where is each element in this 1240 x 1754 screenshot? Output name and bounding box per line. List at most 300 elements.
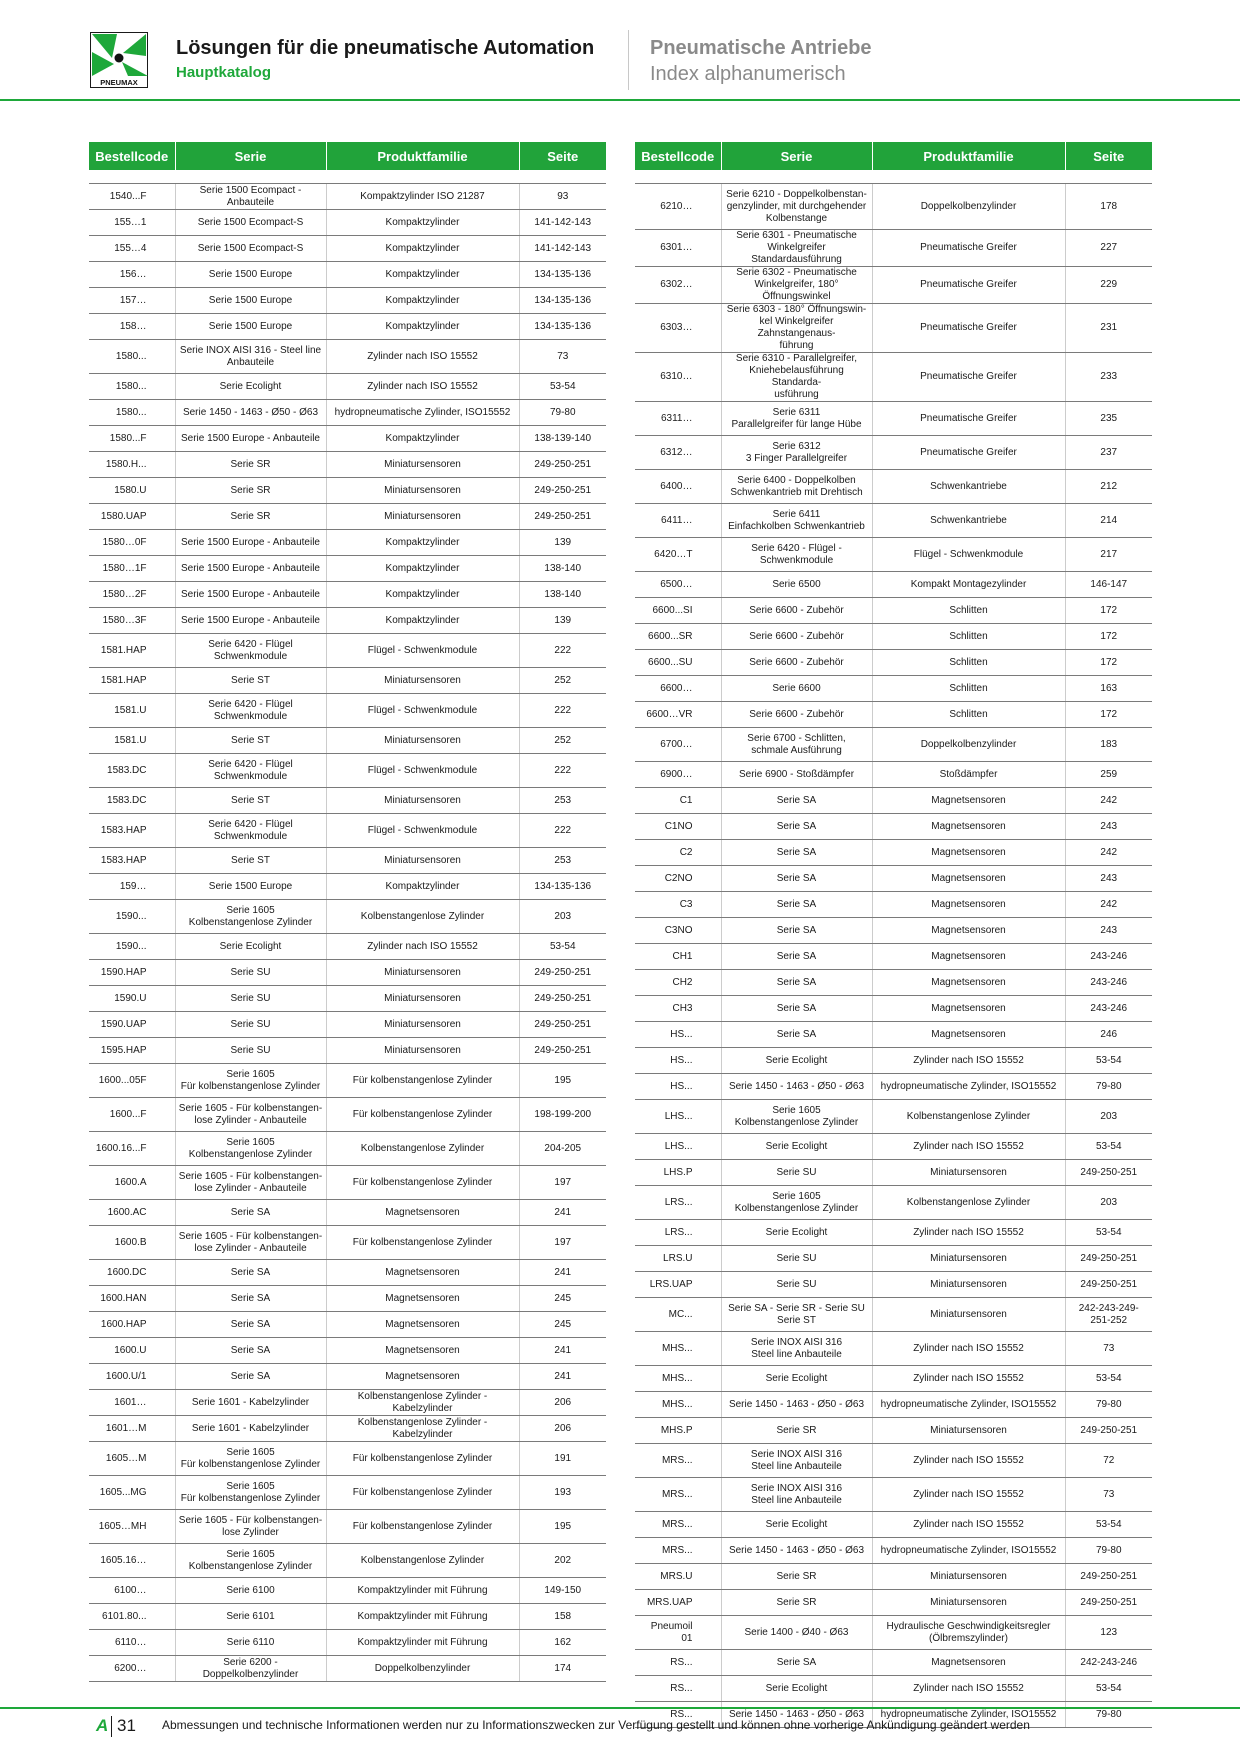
bestellcode-cell: Pneumoil 01 [635, 1616, 721, 1650]
produktfamilie-cell: Kompakt Montagezylinder [872, 572, 1065, 598]
bestellcode-cell: MRS... [635, 1538, 721, 1564]
produktfamilie-cell: Pneumatische Greifer [872, 353, 1065, 402]
spacer-cell [175, 170, 326, 184]
serie-cell: Serie 1500 Europe - Anbauteile [175, 608, 326, 634]
serie-cell: Serie 1500 Europe - Anbauteile [175, 556, 326, 582]
produktfamilie-cell: Magnetsensoren [326, 1312, 519, 1338]
table-row [635, 598, 1152, 624]
bestellcode-cell: 1605...MG [89, 1476, 175, 1510]
table-row [89, 1656, 606, 1682]
produktfamilie-cell: Miniatursensoren [326, 728, 519, 754]
produktfamilie-cell: Schlitten [872, 702, 1065, 728]
produktfamilie-cell: Miniatursensoren [872, 1590, 1065, 1616]
seite-cell: 162 [519, 1630, 606, 1656]
serie-cell: Serie 1605 - Für kolbenstangen- lose Zylinder - Anbauteile [175, 1226, 326, 1260]
table-row [89, 556, 606, 582]
serie-cell: Serie 6600 [721, 676, 872, 702]
serie-cell: Serie 6312 3 Finger Parallelgreifer [721, 436, 872, 470]
seite-cell: 241 [519, 1364, 606, 1390]
bestellcode-cell: 1580…0F [89, 530, 175, 556]
seite-cell: 243 [1065, 918, 1152, 944]
serie-cell: Serie 6311 Parallelgreifer für lange Hübe [721, 402, 872, 436]
seite-cell: 195 [519, 1510, 606, 1544]
seite-cell: 138-139-140 [519, 426, 606, 452]
table-row [635, 1220, 1152, 1246]
bestellcode-cell: 1590.HAP [89, 960, 175, 986]
seite-cell: 249-250-251 [1065, 1564, 1152, 1590]
serie-cell: Serie 6500 [721, 572, 872, 598]
serie-cell: Serie 1450 - 1463 - Ø50 - Ø63 [721, 1702, 872, 1728]
produktfamilie-cell: Schlitten [872, 650, 1065, 676]
table-row [635, 918, 1152, 944]
table-row [635, 1100, 1152, 1134]
serie-cell: Serie SA [175, 1338, 326, 1364]
produktfamilie-cell: Kolbenstangenlose Zylinder [326, 1544, 519, 1578]
bestellcode-cell: C1NO [635, 814, 721, 840]
bestellcode-cell: HS... [635, 1048, 721, 1074]
bestellcode-cell: 6301… [635, 230, 721, 267]
table-row [635, 402, 1152, 436]
bestellcode-cell: 6311… [635, 402, 721, 436]
bestellcode-cell: 1600...F [89, 1098, 175, 1132]
table-row [89, 1166, 606, 1200]
serie-cell: Serie 1500 Ecompact-S [175, 210, 326, 236]
seite-cell: 249-250-251 [519, 1038, 606, 1064]
seite-cell: 73 [519, 340, 606, 374]
serie-cell: Serie 6420 - Flügel Schwenkmodule [175, 634, 326, 668]
serie-cell: Serie Ecolight [721, 1048, 872, 1074]
serie-cell: Serie Ecolight [721, 1220, 872, 1246]
bestellcode-cell: 1581.HAP [89, 634, 175, 668]
col-header-bestellcode: Bestellcode [89, 142, 175, 170]
serie-cell: Serie Ecolight [721, 1676, 872, 1702]
table-row [635, 970, 1152, 996]
bestellcode-cell: 6312… [635, 436, 721, 470]
table-row [635, 624, 1152, 650]
serie-cell: Serie 6302 - Pneumatische Winkelgreifer, 180° Öffnungswinkel [721, 267, 872, 304]
produktfamilie-cell: Für kolbenstangenlose Zylinder [326, 1442, 519, 1476]
serie-cell: Serie 1605 - Für kolbenstangen- lose Zylinder - Anbauteile [175, 1166, 326, 1200]
seite-cell: 79-80 [1065, 1538, 1152, 1564]
table-spacer-row [635, 170, 1152, 184]
seite-cell: 249-250-251 [519, 960, 606, 986]
serie-cell: Serie SU [175, 1012, 326, 1038]
bestellcode-cell: 1600.16...F [89, 1132, 175, 1166]
produktfamilie-cell: Kompaktzylinder [326, 426, 519, 452]
produktfamilie-cell: Miniatursensoren [326, 986, 519, 1012]
produktfamilie-cell: Zylinder nach ISO 15552 [872, 1676, 1065, 1702]
seite-cell: 79-80 [519, 400, 606, 426]
seite-cell: 233 [1065, 353, 1152, 402]
serie-cell: Serie INOX AISI 316 Steel line Anbauteile [721, 1332, 872, 1366]
produktfamilie-cell: Für kolbenstangenlose Zylinder [326, 1166, 519, 1200]
logo-text: PNEUMAX [100, 78, 138, 87]
seite-cell: 53-54 [1065, 1366, 1152, 1392]
serie-cell: Serie SA [175, 1312, 326, 1338]
bestellcode-cell: 6500… [635, 572, 721, 598]
table-row [635, 1022, 1152, 1048]
bestellcode-cell: 6600…VR [635, 702, 721, 728]
table-row [635, 267, 1152, 304]
seite-cell: 123 [1065, 1616, 1152, 1650]
serie-cell: Serie 1605 Kolbenstangenlose Zylinder [721, 1186, 872, 1220]
bestellcode-cell: 1580…2F [89, 582, 175, 608]
produktfamilie-cell: Miniatursensoren [326, 668, 519, 694]
produktfamilie-cell: hydropneumatische Zylinder, ISO15552 [326, 400, 519, 426]
bestellcode-cell: 1600.U [89, 1338, 175, 1364]
bestellcode-cell: 6400… [635, 470, 721, 504]
bestellcode-cell: LHS.P [635, 1160, 721, 1186]
serie-cell: Serie 1500 Europe - Anbauteile [175, 530, 326, 556]
seite-cell: 249-250-251 [519, 1012, 606, 1038]
bestellcode-cell: 1580... [89, 374, 175, 400]
serie-cell: Serie 1605 - Für kolbenstangen- lose Zylinder [175, 1510, 326, 1544]
table-row [89, 960, 606, 986]
bestellcode-cell: 6600...SU [635, 650, 721, 676]
seite-cell: 174 [519, 1656, 606, 1682]
seite-cell: 246 [1065, 1022, 1152, 1048]
produktfamilie-cell: Miniatursensoren [872, 1564, 1065, 1590]
table-row [89, 1544, 606, 1578]
bestellcode-cell: 1605.16… [89, 1544, 175, 1578]
produktfamilie-cell: Flügel - Schwenkmodule [326, 814, 519, 848]
seite-cell: 249-250-251 [519, 986, 606, 1012]
produktfamilie-cell: Zylinder nach ISO 15552 [872, 1478, 1065, 1512]
seite-cell: 193 [519, 1476, 606, 1510]
seite-cell: 139 [519, 530, 606, 556]
serie-cell: Serie 1450 - 1463 - Ø50 - Ø63 [721, 1392, 872, 1418]
seite-cell: 141-142-143 [519, 210, 606, 236]
bestellcode-cell: CH1 [635, 944, 721, 970]
pneumax-logo [90, 32, 148, 88]
table-row [635, 676, 1152, 702]
serie-cell: Serie 1605 Kolbenstangenlose Zylinder [175, 1132, 326, 1166]
produktfamilie-cell: Kolbenstangenlose Zylinder - Kabelzylinder [326, 1416, 519, 1442]
produktfamilie-cell: Für kolbenstangenlose Zylinder [326, 1476, 519, 1510]
table-row [635, 1564, 1152, 1590]
produktfamilie-cell: Pneumatische Greifer [872, 230, 1065, 267]
seite-cell: 163 [1065, 676, 1152, 702]
table-row [89, 1226, 606, 1260]
produktfamilie-cell: Schlitten [872, 624, 1065, 650]
seite-cell: 242 [1065, 892, 1152, 918]
produktfamilie-cell: Zylinder nach ISO 15552 [326, 340, 519, 374]
table-row [89, 1038, 606, 1064]
seite-cell: 134-135-136 [519, 262, 606, 288]
produktfamilie-cell: hydropneumatische Zylinder, ISO15552 [872, 1702, 1065, 1728]
produktfamilie-cell: Magnetsensoren [872, 996, 1065, 1022]
serie-cell: Serie 6600 - Zubehör [721, 624, 872, 650]
seite-cell: 141-142-143 [519, 236, 606, 262]
serie-cell: Serie 6210 - Doppelkolbenstan- genzylinder, mit durchgehender Kolbenstange [721, 184, 872, 230]
serie-cell: Serie SA [175, 1260, 326, 1286]
table-row [89, 262, 606, 288]
table-row [89, 236, 606, 262]
seite-cell: 158 [519, 1604, 606, 1630]
seite-cell: 172 [1065, 598, 1152, 624]
table-row [89, 1510, 606, 1544]
produktfamilie-cell: Magnetsensoren [872, 970, 1065, 996]
seite-cell: 197 [519, 1166, 606, 1200]
serie-cell: Serie SA [175, 1200, 326, 1226]
produktfamilie-cell: Zylinder nach ISO 15552 [872, 1332, 1065, 1366]
produktfamilie-cell: Zylinder nach ISO 15552 [326, 374, 519, 400]
bestellcode-cell: MHS.P [635, 1418, 721, 1444]
seite-cell: 73 [1065, 1478, 1152, 1512]
table-row [635, 650, 1152, 676]
bestellcode-cell: 6303… [635, 304, 721, 353]
serie-cell: Serie SU [175, 1038, 326, 1064]
produktfamilie-cell: Magnetsensoren [872, 918, 1065, 944]
serie-cell: Serie 1601 - Kabelzylinder [175, 1390, 326, 1416]
seite-cell: 227 [1065, 230, 1152, 267]
seite-cell: 253 [519, 788, 606, 814]
serie-cell: Serie 6400 - Doppelkolben Schwenkantrieb mit Drehtisch [721, 470, 872, 504]
header-divider [628, 30, 629, 90]
serie-cell: Serie 1500 Europe [175, 314, 326, 340]
produktfamilie-cell: Zylinder nach ISO 15552 [872, 1048, 1065, 1074]
seite-cell: 202 [519, 1544, 606, 1578]
seite-cell: 53-54 [1065, 1220, 1152, 1246]
produktfamilie-cell: Kompaktzylinder [326, 608, 519, 634]
serie-cell: Serie Ecolight [175, 934, 326, 960]
table-row [89, 504, 606, 530]
seite-cell: 79-80 [1065, 1074, 1152, 1100]
bestellcode-cell: 6310… [635, 353, 721, 402]
table-row [635, 1186, 1152, 1220]
produktfamilie-cell: Doppelkolbenzylinder [872, 184, 1065, 230]
produktfamilie-cell: Magnetsensoren [872, 840, 1065, 866]
bestellcode-cell: 1580.H... [89, 452, 175, 478]
serie-cell: Serie 1450 - 1463 - Ø50 - Ø63 [175, 400, 326, 426]
serie-cell: Serie SR [721, 1590, 872, 1616]
seite-cell: 235 [1065, 402, 1152, 436]
seite-cell: 195 [519, 1064, 606, 1098]
bestellcode-cell: 155…1 [89, 210, 175, 236]
produktfamilie-cell: Kompaktzylinder [326, 582, 519, 608]
bestellcode-cell: 6200… [89, 1656, 175, 1682]
produktfamilie-cell: Zylinder nach ISO 15552 [326, 934, 519, 960]
serie-cell: Serie SA [175, 1364, 326, 1390]
table-row [635, 1134, 1152, 1160]
bestellcode-cell: 1580…3F [89, 608, 175, 634]
bestellcode-cell: 1605…MH [89, 1510, 175, 1544]
seite-cell: 53-54 [1065, 1048, 1152, 1074]
bestellcode-cell: LRS... [635, 1186, 721, 1220]
table-row [89, 1098, 606, 1132]
table-row [635, 1538, 1152, 1564]
serie-cell: Serie SA [721, 970, 872, 996]
seite-cell: 204-205 [519, 1132, 606, 1166]
serie-cell: Serie INOX AISI 316 Steel line Anbauteile [721, 1478, 872, 1512]
serie-cell: Serie 6110 [175, 1630, 326, 1656]
bestellcode-cell: 1605…M [89, 1442, 175, 1476]
serie-cell: Serie 1500 Europe [175, 874, 326, 900]
produktfamilie-cell: Miniatursensoren [326, 788, 519, 814]
col-header-bestellcode: Bestellcode [635, 142, 721, 170]
seite-cell: 93 [519, 184, 606, 210]
seite-cell: 252 [519, 668, 606, 694]
bestellcode-cell: 1600.U/1 [89, 1364, 175, 1390]
produktfamilie-cell: Miniatursensoren [872, 1418, 1065, 1444]
seite-cell: 242 [1065, 840, 1152, 866]
bestellcode-cell: MHS... [635, 1366, 721, 1392]
produktfamilie-cell: Flügel - Schwenkmodule [326, 754, 519, 788]
seite-cell: 249-250-251 [1065, 1590, 1152, 1616]
section-letter: A [96, 1716, 109, 1735]
bestellcode-cell: MHS... [635, 1392, 721, 1418]
seite-cell: 134-135-136 [519, 288, 606, 314]
produktfamilie-cell: Magnetsensoren [872, 788, 1065, 814]
seite-cell: 79-80 [1065, 1702, 1152, 1728]
seite-cell: 183 [1065, 728, 1152, 762]
seite-cell: 222 [519, 634, 606, 668]
bestellcode-cell: 1583.DC [89, 754, 175, 788]
table-row [89, 452, 606, 478]
table-row [635, 1074, 1152, 1100]
table-row [89, 1132, 606, 1166]
table-row [89, 1338, 606, 1364]
produktfamilie-cell: Pneumatische Greifer [872, 267, 1065, 304]
serie-cell: Serie 1500 Europe - Anbauteile [175, 426, 326, 452]
bestellcode-cell: 6600… [635, 676, 721, 702]
table-row [89, 478, 606, 504]
serie-cell: Serie ST [175, 668, 326, 694]
bestellcode-cell: C3NO [635, 918, 721, 944]
serie-cell: Serie ST [175, 728, 326, 754]
seite-cell: 138-140 [519, 582, 606, 608]
seite-cell: 206 [519, 1390, 606, 1416]
produktfamilie-cell: Zylinder nach ISO 15552 [872, 1220, 1065, 1246]
table-row [635, 1418, 1152, 1444]
seite-cell: 53-54 [1065, 1512, 1152, 1538]
seite-cell: 79-80 [1065, 1392, 1152, 1418]
produktfamilie-cell: Kompaktzylinder [326, 236, 519, 262]
serie-cell: Serie Ecolight [721, 1366, 872, 1392]
bestellcode-cell: MRS.UAP [635, 1590, 721, 1616]
col-header-seite: Seite [1065, 142, 1152, 170]
serie-cell: Serie SA [721, 840, 872, 866]
serie-cell: Serie 6310 - Parallelgreifer, Kniehebelausführung Standarda- usführung [721, 353, 872, 402]
seite-cell: 249-250-251 [519, 504, 606, 530]
seite-cell: 241 [519, 1260, 606, 1286]
serie-cell: Serie INOX AISI 316 Steel line Anbauteile [721, 1444, 872, 1478]
table-row [635, 728, 1152, 762]
produktfamilie-cell: Kolbenstangenlose Zylinder - Kabelzylinder [326, 1390, 519, 1416]
table-row [635, 788, 1152, 814]
serie-cell: Serie 6420 - Flügel Schwenkmodule [175, 754, 326, 788]
serie-cell: Serie 6411 Einfachkolben Schwenkantrieb [721, 504, 872, 538]
table-row [89, 1604, 606, 1630]
bestellcode-cell: RS... [635, 1702, 721, 1728]
serie-cell: Serie 6900 - Stoßdämpfer [721, 762, 872, 788]
table-row [635, 866, 1152, 892]
seite-cell: 249-250-251 [1065, 1272, 1152, 1298]
table-row [635, 504, 1152, 538]
table-row [89, 340, 606, 374]
produktfamilie-cell: Magnetsensoren [326, 1338, 519, 1364]
serie-cell: Serie ST [175, 848, 326, 874]
serie-cell: Serie 6303 - 180° Öffnungswin- kel Winkelgreifer Zahnstangenaus- führung [721, 304, 872, 353]
produktfamilie-cell: Für kolbenstangenlose Zylinder [326, 1226, 519, 1260]
produktfamilie-cell: Kompaktzylinder [326, 530, 519, 556]
produktfamilie-cell: Schlitten [872, 676, 1065, 702]
produktfamilie-cell: Kompaktzylinder mit Führung [326, 1630, 519, 1656]
produktfamilie-cell: Miniatursensoren [872, 1272, 1065, 1298]
table-row [635, 353, 1152, 402]
seite-cell: 243-246 [1065, 970, 1152, 996]
seite-cell: 249-250-251 [519, 478, 606, 504]
table-spacer-row [89, 170, 606, 184]
section-subtitle: Index alphanumerisch [650, 63, 846, 85]
serie-cell: Serie SA [175, 1286, 326, 1312]
bestellcode-cell: 1600.HAN [89, 1286, 175, 1312]
table-row [635, 1332, 1152, 1366]
serie-cell: Serie 6420 - Flügel Schwenkmodule [175, 694, 326, 728]
seite-cell: 231 [1065, 304, 1152, 353]
produktfamilie-cell: Doppelkolbenzylinder [872, 728, 1065, 762]
bestellcode-cell: 1600.DC [89, 1260, 175, 1286]
table-row [635, 702, 1152, 728]
serie-cell: Serie 1605 Kolbenstangenlose Zylinder [175, 1544, 326, 1578]
produktfamilie-cell: Magnetsensoren [872, 944, 1065, 970]
table-row [89, 1064, 606, 1098]
produktfamilie-cell: Für kolbenstangenlose Zylinder [326, 1098, 519, 1132]
seite-cell: 73 [1065, 1332, 1152, 1366]
bestellcode-cell: CH3 [635, 996, 721, 1022]
table-row [635, 572, 1152, 598]
serie-cell: Serie SU [175, 960, 326, 986]
seite-cell: 222 [519, 694, 606, 728]
table-row [635, 762, 1152, 788]
seite-cell: 245 [519, 1286, 606, 1312]
bestellcode-cell: 1601… [89, 1390, 175, 1416]
seite-cell: 203 [1065, 1186, 1152, 1220]
col-header-serie: Serie [721, 142, 872, 170]
produktfamilie-cell: Zylinder nach ISO 15552 [872, 1444, 1065, 1478]
serie-cell: Serie SA [721, 892, 872, 918]
bestellcode-cell: 1580.U [89, 478, 175, 504]
seite-cell: 172 [1065, 650, 1152, 676]
seite-cell: 243 [1065, 866, 1152, 892]
produktfamilie-cell: Pneumatische Greifer [872, 402, 1065, 436]
produktfamilie-cell: Miniatursensoren [872, 1246, 1065, 1272]
spacer-cell [872, 170, 1065, 184]
table-row [89, 314, 606, 340]
produktfamilie-cell: Miniatursensoren [326, 452, 519, 478]
serie-cell: Serie 6600 - Zubehör [721, 598, 872, 624]
seite-cell: 191 [519, 1442, 606, 1476]
serie-cell: Serie 1605 Kolbenstangenlose Zylinder [175, 900, 326, 934]
produktfamilie-cell: Magnetsensoren [326, 1260, 519, 1286]
table-row [635, 1590, 1152, 1616]
produktfamilie-cell: Magnetsensoren [326, 1286, 519, 1312]
produktfamilie-cell: Pneumatische Greifer [872, 436, 1065, 470]
produktfamilie-cell: Für kolbenstangenlose Zylinder [326, 1064, 519, 1098]
serie-cell: Serie SU [175, 986, 326, 1012]
produktfamilie-cell: Kompaktzylinder [326, 556, 519, 582]
serie-cell: Serie Ecolight [721, 1512, 872, 1538]
bestellcode-cell: 1580…1F [89, 556, 175, 582]
bestellcode-cell: 1590.U [89, 986, 175, 1012]
produktfamilie-cell: hydropneumatische Zylinder, ISO15552 [872, 1538, 1065, 1564]
produktfamilie-cell: Kompaktzylinder [326, 314, 519, 340]
table-row [89, 1312, 606, 1338]
seite-cell: 149-150 [519, 1578, 606, 1604]
col-header-produktfamilie: Produktfamilie [326, 142, 519, 170]
table-row [635, 1366, 1152, 1392]
table-row [89, 608, 606, 634]
